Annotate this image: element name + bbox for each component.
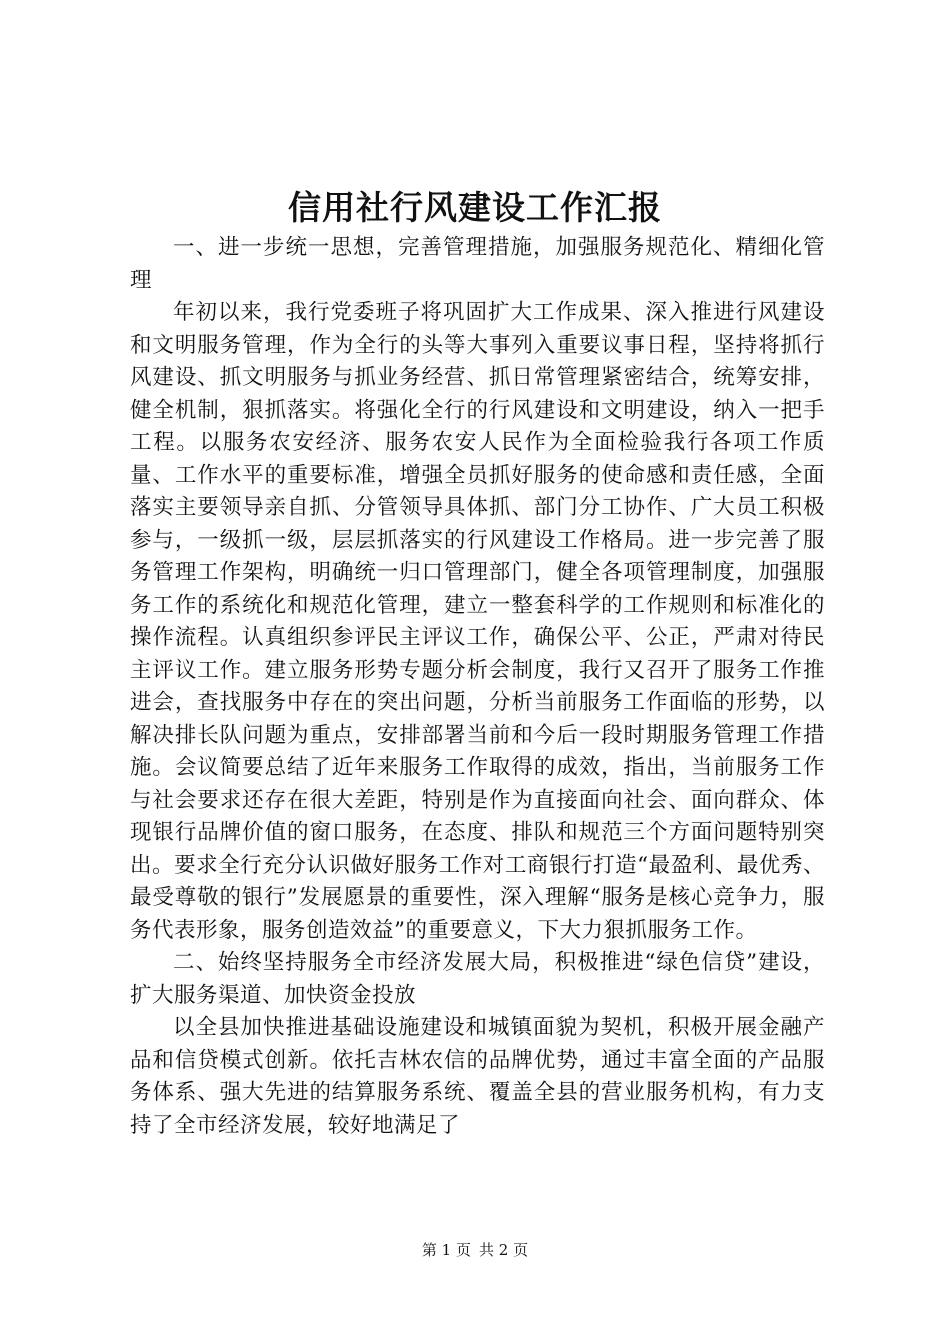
body-paragraph-2: 以全县加快推进基础设施建设和城镇面貌为契机，积极开展金融产品和信贷模式创新。依托吉林农信的品牌优势，通过丰富全面的产品服务体系、强大先进的结算服务系统、覆盖全县的营业服务机构，有力支持了全市经济发展，较好地满足了 bbox=[130, 1015, 825, 1138]
page-total: 共 2 页 bbox=[479, 1241, 529, 1259]
section-heading-1: 一、进一步统一思想，完善管理措施，加强服务规范化、精细化管理 bbox=[130, 235, 825, 293]
page-number: 第 1 页 bbox=[421, 1241, 471, 1259]
document-body bbox=[130, 232, 825, 1142]
section-heading-2: 二、始终坚持服务全市经济发展大局，积极推进“绿色信贷”建设，扩大服务渠道、加快资金投放 bbox=[130, 950, 825, 1008]
body-paragraph-1: 年初以来，我行党委班子将巩固扩大工作成果、深入推进行风建设和文明服务管理，作为全行的头等大事列入重要议事日程，坚持将抓行风建设、抓文明服务与抓业务经营、抓日常管理紧密结合，统筹安排，健全机制，狠抓落实。将强化全行的行风建设和文明建设，纳入一把手工程。以服务农安经济、服务农安人民作为全面检验我行各项工作质量、工作水平的重要标准，增强全员抓好服务的使命感和责任感，全面落实主要领导亲自抓、分管领导具体抓、部门分工协作、广大员工积极参与，一级抓一级，层层抓落实的行风建设工作格局。进一步完善了服务管理工作架构，明确统一归口管理部门，健全各项管理制度，加强服务工作的系统化和规范化管理，建立一整套科学的工作规则和标准化的操作流程。认真组织参评民主评议工作，确保公平、公正，严肃对待民主评议工作。建立服务形势专题分析会制度，我行又召开了服务工作推进会，查找服务中存在的突出问题，分析当前服务工作面临的形势，以解决排长队问题为重点，安排部署当前和今后一段时期服务管理工作措施。会议简要总结了近年来服务工作取得的成效，指出，当前服务工作与社会要求还存在很大差距，特别是作为直接面向社会、面向群众、体现银行品牌价值的窗口服务，在态度、排队和规范三个方面问题特别突出。要求全行充分认识做好服务工作对工商银行打造“最盈利、最优秀、最受尊敬的银行”发展愿景的重要性，深入理解“服务是核心竞争力，服务代表形象，服务创造效益”的重要意义，下大力狠抓服务工作。 bbox=[130, 300, 825, 943]
page-footer bbox=[0, 1240, 950, 1260]
document-title: 信用社行风建设工作汇报 bbox=[288, 188, 662, 227]
